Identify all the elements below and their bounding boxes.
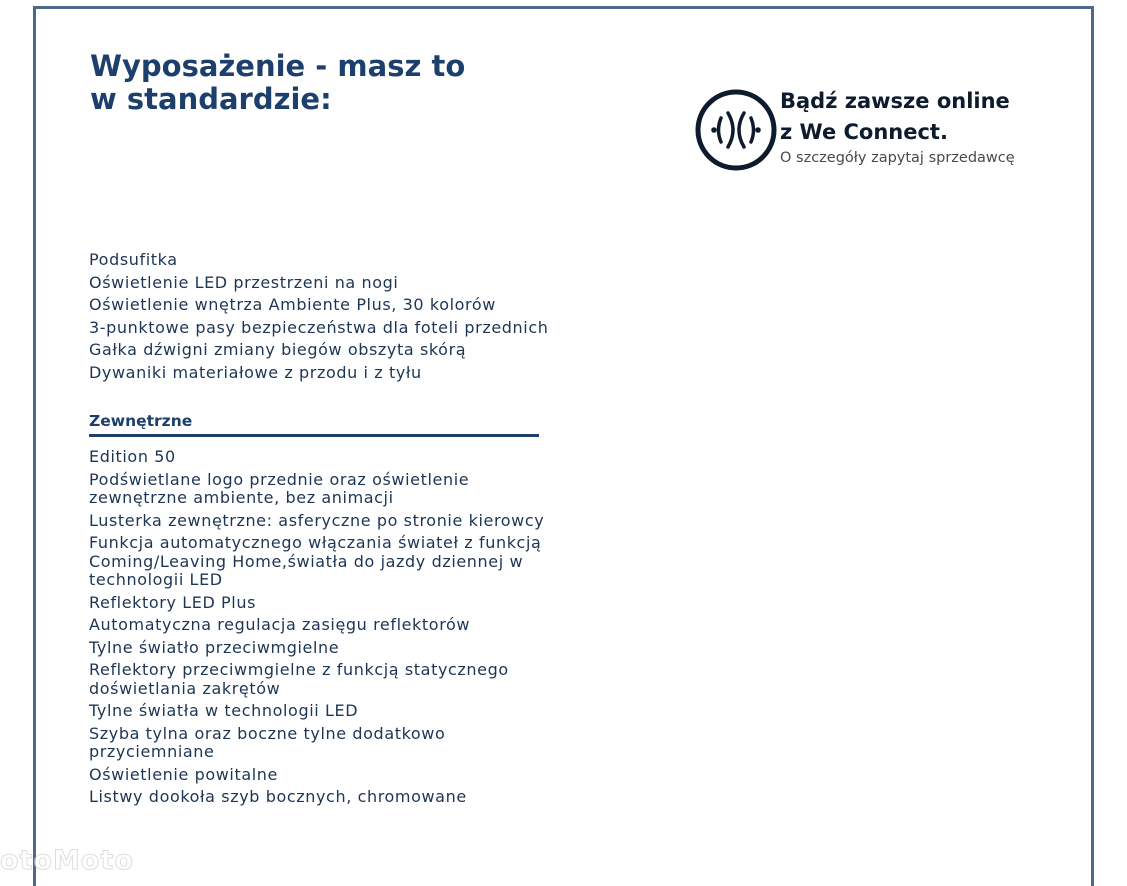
list-item: Oświetlenie wnętrza Ambiente Plus, 30 kolorów <box>89 295 496 314</box>
exterior-equipment-list <box>89 448 549 811</box>
section-header-exterior <box>89 411 539 437</box>
list-item: Oświetlenie powitalne <box>89 764 278 784</box>
page-title-line-2: w standardzie: <box>90 82 332 116</box>
list-item: Tylne światła w technologii LED <box>89 701 359 720</box>
section-header-label: Zewnętrzne <box>89 412 193 430</box>
list-item: Reflektory przeciwmgielne z funkcją statycznego doświetlania zakrętów <box>89 660 509 698</box>
list-item: Dywaniki materiałowe z przodu i z tyłu <box>89 362 422 382</box>
list-item: Listwy dookoła szyb bocznych, chromowane <box>89 787 467 806</box>
list-item: Podświetlane logo przednie oraz oświetlenie zewnętrzne ambiente, bez animacji <box>89 469 470 507</box>
we-connect-headline-line-2: z We Connect. <box>780 120 948 144</box>
list-item: Automatyczna regulacja zasięgu reflektorów <box>89 615 471 634</box>
we-connect-headline-line-1: Bądź zawsze online <box>780 89 1010 113</box>
list-item: 3-punktowe pasy bezpieczeństwa dla foteli przednich <box>89 317 549 337</box>
we-connect-headline <box>780 86 1010 148</box>
list-item: Podsufitka <box>89 250 178 269</box>
list-item: Oświetlenie LED przestrzeni na nogi <box>89 272 399 292</box>
we-connect-subtext: O szczegóły zapytaj sprzedawcę <box>780 150 1015 166</box>
page-title <box>90 50 465 116</box>
we-connect-banner <box>694 86 1054 178</box>
watermark: otoMoto <box>0 845 134 876</box>
list-item: Funkcja automatycznego włączania świateł z funkcją Coming/Leaving Home,światła do jazdy dziennej w technologii LED <box>89 533 542 589</box>
interior-equipment-list <box>89 251 549 386</box>
page-title-line-1: Wyposażenie - masz to <box>90 49 466 83</box>
list-item: Lusterka zewnętrzne: asferyczne po stronie kierowcy <box>89 510 545 530</box>
list-item: Szyba tylna oraz boczne tylne dodatkowo przyciemniane <box>89 723 446 761</box>
we-connect-icon <box>694 88 778 172</box>
list-item: Gałka dźwigni zmiany biegów obszyta skórą <box>89 340 467 359</box>
list-item: Edition 50 <box>89 447 176 466</box>
list-item: Reflektory LED Plus <box>89 592 257 612</box>
list-item: Tylne światło przeciwmgielne <box>89 637 340 657</box>
